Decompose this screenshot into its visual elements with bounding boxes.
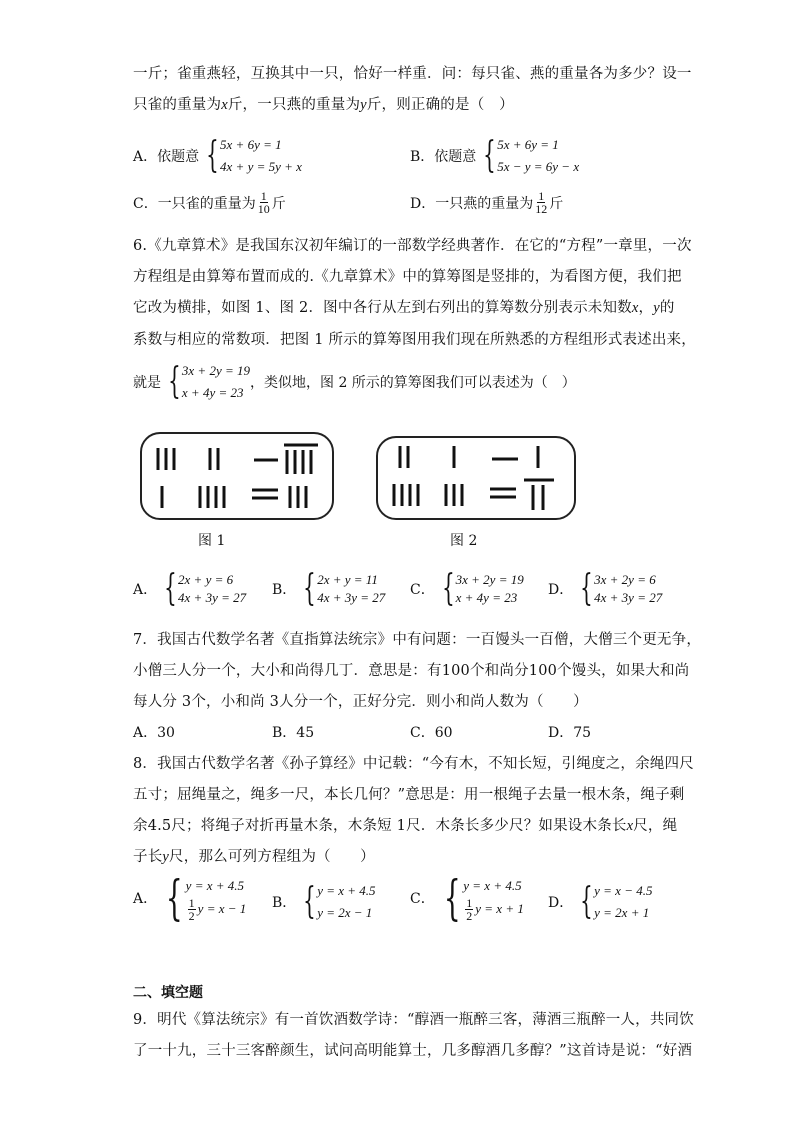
q7-line-2: 小僧三人分一个，大小和尚得几丁．意思是：有100个和尚分100个馒头，如果大和尚 [133, 663, 690, 679]
equation: 5x − y = 6y − x [497, 159, 580, 174]
q7-line-1: 7．我国古代数学名著《直指算法统宗》中有问题：一百馒头一百僧，大僧三个更无争， [133, 632, 702, 648]
equation: y = x + 4.5 [463, 877, 522, 893]
denominator: 10 [257, 202, 270, 216]
option-label: A．依题意 [133, 149, 200, 165]
q8-option-a[interactable] [133, 870, 247, 926]
q8-line-4 [133, 847, 375, 867]
fraction [535, 190, 547, 215]
equation-system [478, 134, 579, 178]
brace-icon: { [168, 361, 181, 402]
q7-option-c[interactable]: C．60 [410, 725, 453, 741]
var-x: x [221, 97, 228, 113]
equation: x + 4y = 23 [181, 385, 244, 400]
option-label: C． [410, 891, 435, 907]
equation: 5x + 6y = 1 [220, 137, 282, 152]
equation-system [437, 870, 524, 926]
rod-diagram-2 [378, 438, 574, 518]
equation: y = 2x − 1 [317, 905, 373, 920]
q7-option-b[interactable]: B．45 [272, 725, 315, 741]
equation-system [201, 134, 302, 178]
q6-text: 就是 [133, 375, 161, 391]
q6-text: 它改为横排，如图 1、图 2．图中各行从左到右列出的算筹数分别表示未知数 [133, 300, 632, 316]
equation-system [575, 880, 652, 924]
equation: 3x + 2y = 19 [455, 572, 524, 587]
equation: 3x + 2y = 19 [181, 363, 250, 378]
q5-option-d[interactable] [410, 190, 563, 215]
q5-option-b[interactable] [410, 134, 579, 178]
q7-option-a[interactable]: A．30 [133, 725, 175, 741]
fraction [465, 897, 473, 922]
equation-system [298, 568, 386, 609]
q8-option-c[interactable] [410, 870, 524, 926]
numerator: 1 [260, 189, 267, 203]
q6-option-a[interactable] [133, 568, 247, 609]
q5-option-a[interactable] [133, 134, 302, 178]
q5-option-c[interactable] [133, 190, 286, 215]
brace-icon: { [483, 135, 497, 176]
brace-icon: { [165, 870, 183, 926]
q8-line-1: 8．我国古代数学名著《孙子算经》中记载：“今有木，不知长短，引绳度之，余绳四尺 [133, 756, 694, 772]
rods-row-2 [394, 480, 554, 510]
equation-with-fraction [186, 897, 247, 922]
var-x: x [626, 818, 634, 834]
brace-icon: { [580, 568, 593, 609]
equation-system [159, 568, 247, 609]
option-label: B． [272, 895, 297, 911]
option-label: D． [548, 582, 574, 598]
q8-text: 余4.5尺；将绳子对折再量木条，木条短 1尺．木条长多少尺？如果设木条长 [133, 818, 627, 834]
equation: x + 4y = 23 [455, 590, 518, 605]
q6-line-5 [133, 360, 576, 404]
q5-stem-text: 斤，则正确的是（ ） [366, 97, 514, 113]
numerator: 1 [466, 895, 473, 910]
q5-stem-text: 只雀的重量为 [133, 97, 222, 113]
figure-1-caption: 图 1 [198, 533, 226, 549]
q6-line-4: 系数与相应的常数项．把图 1 所示的算筹图用我们现在所熟悉的方程组形式表述出来， [133, 332, 696, 348]
rods-row-2 [162, 486, 306, 508]
rod-diagram-1 [142, 434, 332, 518]
q6-option-d[interactable] [548, 568, 663, 609]
denominator: 12 [535, 202, 548, 216]
q8-text: 尺，绳 [633, 818, 678, 834]
q8-option-b[interactable] [272, 880, 376, 924]
q6-line-2: 方程组是由算筹布置而成的.《九章算术》中的算筹图是竖排的，为看图方便，我们把 [133, 269, 682, 285]
q8-line-2: 五寸；屈绳量之，绳多一尺，本长几何？”意思是：用一根绳子去量一根木条，绳子剩 [133, 787, 685, 803]
q6-text: ，类似地，图 2 所示的算筹图我们可以表述为（ ） [250, 375, 576, 391]
q8-text: 尺，那么可列方程组为（ ） [169, 849, 375, 865]
brace-icon: { [443, 870, 461, 926]
equation-system [298, 880, 375, 924]
q7-line-3: 每人分 3个，小和尚 3人分一个，正好分完．则小和尚人数为（ ） [133, 694, 588, 710]
equation-with-fraction [463, 897, 524, 922]
numerator: 1 [538, 189, 545, 203]
brace-icon: { [303, 881, 317, 922]
equation: y = x + 1 [475, 901, 524, 916]
brace-icon: { [580, 881, 593, 922]
option-label: C． [410, 582, 435, 598]
equation: 3x + 2y = 6 [594, 572, 656, 587]
equation: 4x + 3y = 27 [594, 590, 663, 605]
equation: 2x + y = 11 [317, 572, 378, 587]
brace-icon: { [303, 568, 317, 609]
equation: y = x − 1 [197, 901, 247, 916]
equation-system [163, 360, 250, 404]
equation: y = x + 4.5 [317, 883, 376, 898]
option-label: B．依题意 [410, 149, 477, 165]
numerator: 1 [188, 895, 195, 910]
var-y: y [162, 849, 170, 865]
rods-row-1 [400, 446, 538, 468]
equation: y = 2x + 1 [594, 905, 650, 920]
var-y: y [360, 97, 367, 113]
q6-text: ， [638, 300, 654, 316]
counting-rod-figure-1 [140, 432, 334, 520]
option-text: D．一只燕的重量为 [410, 195, 534, 212]
equation: y = x − 4.5 [594, 883, 653, 898]
q8-line-3 [133, 816, 677, 836]
equation: 2x + y = 6 [178, 572, 234, 587]
q5-stem-line-2 [133, 95, 514, 115]
equation: 4x + y = 5y + x [220, 159, 302, 174]
fraction [258, 190, 270, 215]
option-label: A． [133, 891, 158, 907]
var-x: x [631, 300, 639, 316]
counting-rod-figure-2 [376, 436, 576, 520]
q8-option-d[interactable] [548, 880, 652, 924]
fraction [188, 897, 196, 922]
q6-line-1: 6.《九章算术》是我国东汉初年编订的一部数学经典著作．在它的“方程”一章里，一次 [133, 238, 692, 254]
equation-system [575, 568, 663, 609]
q6-line-3 [133, 298, 675, 318]
equation: 4x + 3y = 27 [178, 590, 247, 605]
equation: 4x + 3y = 27 [317, 590, 386, 605]
rods-row-1 [158, 445, 318, 474]
q8-text: 子长 [133, 849, 163, 865]
q5-stem-text: 斤，一只燕的重量为 [227, 97, 361, 113]
q6-option-c[interactable] [410, 568, 524, 609]
equation: 5x + 6y = 1 [497, 137, 559, 152]
option-label: D． [548, 895, 574, 911]
option-text: C．一只雀的重量为 [133, 195, 256, 212]
q7-option-d[interactable]: D．75 [548, 725, 592, 741]
q6-text: 的 [659, 300, 675, 316]
equation-system [437, 568, 524, 609]
var-y: y [653, 300, 660, 316]
brace-icon: { [206, 135, 219, 176]
q5-stem-line-1: 一斤；雀重燕轻，互换其中一只，恰好一样重．问：每只雀、燕的重量各为多少？设一 [133, 66, 692, 82]
q6-option-b[interactable] [272, 568, 386, 609]
denominator: 2 [188, 908, 195, 923]
brace-icon: { [164, 568, 177, 609]
q9-line-2: 了一十九，三十三客醉颜生，试问高明能算士，几多醇酒几多醇？”这首诗是说：“好酒 [133, 1043, 693, 1059]
q9-line-1: 9．明代《算法统宗》有一首饮酒数学诗：“醇酒一瓶醉三客，薄酒三瓶醉一人，共同饮 [133, 1012, 694, 1028]
brace-icon: { [441, 568, 455, 609]
section-heading: 二、填空题 [133, 985, 203, 1001]
figure-2-caption: 图 2 [450, 533, 478, 549]
equation: y = x + 4.5 [185, 877, 245, 893]
equation-system [159, 870, 247, 926]
denominator: 2 [466, 908, 473, 923]
option-label: A． [133, 582, 158, 598]
unit: 斤 [271, 195, 286, 212]
option-label: B． [272, 582, 297, 598]
unit: 斤 [549, 195, 564, 212]
